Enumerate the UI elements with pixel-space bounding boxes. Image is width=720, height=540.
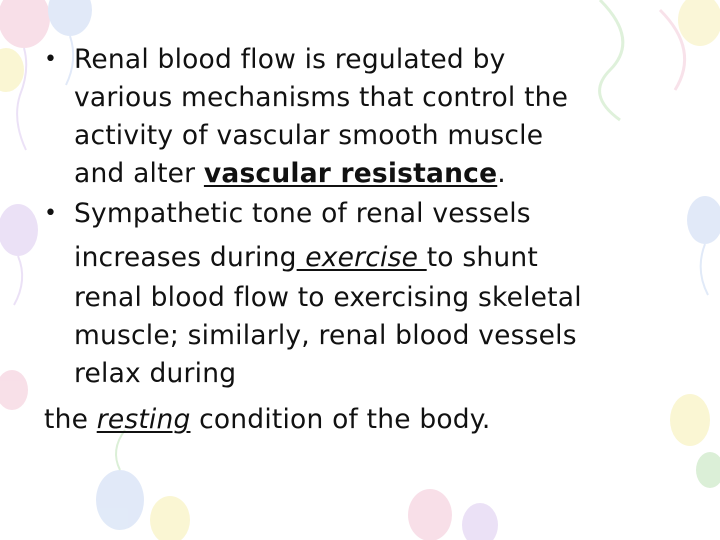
p2-line-4: muscle; similarly, renal blood vessels [74, 320, 577, 351]
p2-line-3: renal blood flow to exercising skeletal [74, 282, 582, 313]
p1-line-4-period: . [497, 158, 506, 189]
p1-line-4-text: and alter [74, 158, 204, 189]
p1-line-3: activity of vascular smooth muscle [74, 120, 544, 151]
p2-line-5: relax during [74, 358, 237, 389]
p3-line [44, 404, 491, 436]
p2-line-2-tail: to shunt [426, 242, 538, 273]
term-exercise: exercise [296, 242, 427, 273]
p3-text-start: the [44, 404, 97, 435]
p3-text-end: condition of the body. [190, 404, 491, 435]
term-vascular-resistance: vascular resistance [203, 158, 498, 189]
p2-line-1: Sympathetic tone of renal vessels [74, 198, 531, 229]
p1-line-4 [74, 158, 506, 190]
p1-line-1: Renal blood flow is regulated by [74, 44, 506, 75]
p2-line-2-text: increases during [74, 242, 297, 273]
p2-line-2 [74, 242, 538, 274]
term-resting: resting [96, 404, 191, 435]
bullet-point-2: • [44, 201, 57, 226]
bullet-point-1: • [44, 47, 57, 72]
p1-line-2: various mechanisms that control the [74, 82, 569, 113]
